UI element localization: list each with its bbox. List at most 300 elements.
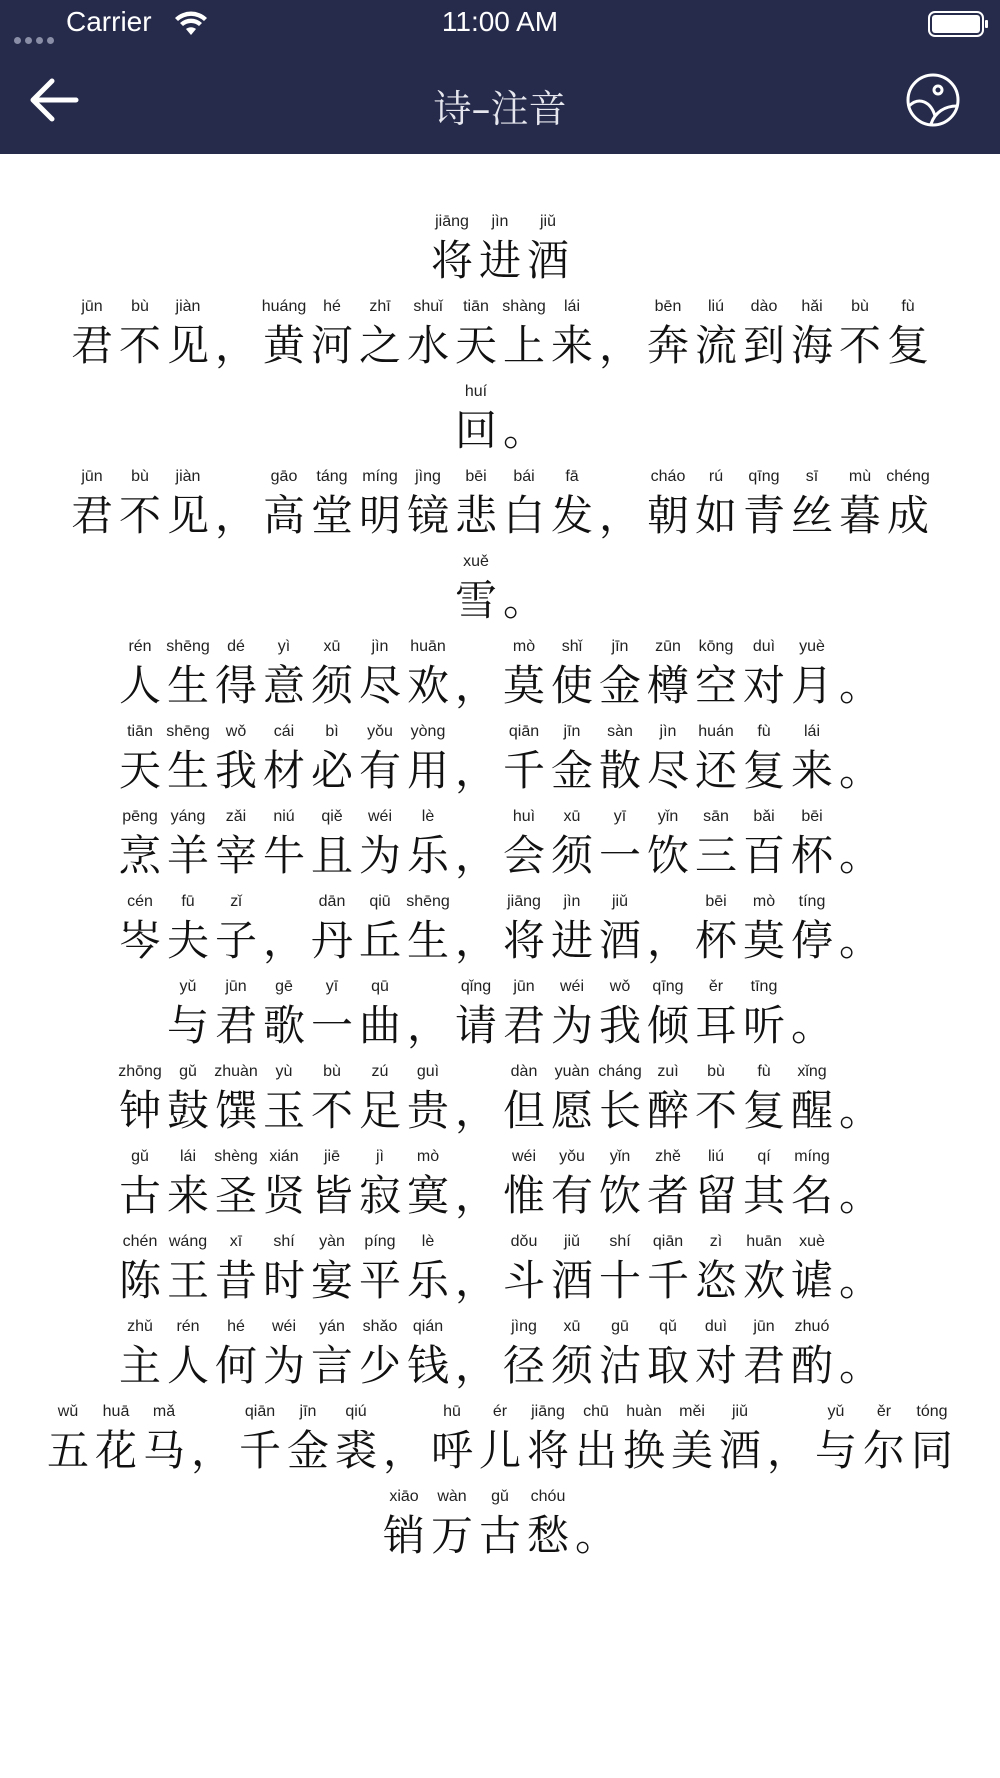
pinyin-text: huàn: [626, 1403, 662, 1420]
poem-line: [0, 629, 1000, 714]
hanzi-text: 宴: [310, 1256, 353, 1305]
annotated-character: [740, 721, 788, 799]
annotated-character: [404, 636, 452, 714]
hanzi-text: ，: [262, 916, 305, 965]
annotated-character: [692, 976, 740, 1054]
pinyin-text: jūn: [81, 468, 103, 485]
pinyin-text: hǎi: [801, 298, 823, 315]
hanzi-text: 钱: [406, 1341, 449, 1390]
annotated-character: [836, 806, 884, 884]
hanzi-text: 来: [790, 746, 833, 795]
annotated-character: [164, 806, 212, 884]
pinyin-text: lái: [563, 298, 580, 315]
annotated-character: [788, 721, 836, 799]
annotated-character: [788, 296, 836, 374]
pinyin-text: gē: [275, 978, 293, 995]
annotated-character: [164, 296, 212, 374]
hanzi-text: 我: [214, 746, 257, 795]
pinyin-text: zú: [371, 1063, 389, 1080]
annotated-character: [740, 1316, 788, 1394]
hanzi-text: 换: [622, 1426, 665, 1475]
pinyin-text: liú: [707, 298, 724, 315]
hanzi-text: 但: [502, 1086, 545, 1135]
theme-toggle-button[interactable]: [903, 70, 963, 130]
annotated-character: [116, 806, 164, 884]
hanzi-text: 恣: [694, 1256, 737, 1305]
annotated-character: [260, 636, 308, 714]
poem-line: [0, 714, 1000, 799]
annotated-character: [836, 636, 884, 714]
pinyin-text: chū: [583, 1403, 609, 1420]
hanzi-text: 足: [358, 1086, 401, 1135]
annotated-character: [644, 1146, 692, 1224]
hanzi-text: 与: [814, 1426, 857, 1475]
annotated-character: [740, 806, 788, 884]
pinyin-text: píng: [364, 1233, 396, 1250]
hanzi-text: 不: [310, 1086, 353, 1135]
pinyin-text: qiě: [321, 808, 343, 825]
pinyin-text: xuè: [799, 1233, 825, 1250]
hanzi-text: 儿: [478, 1426, 521, 1475]
annotated-character: [500, 1146, 548, 1224]
hanzi-text: 不: [118, 491, 161, 540]
annotated-character: [788, 976, 836, 1054]
hanzi-text: 金: [598, 661, 641, 710]
annotated-character: [404, 1316, 452, 1394]
annotated-character: [548, 1316, 596, 1394]
annotated-character: [500, 976, 548, 1054]
pinyin-text: xū: [323, 638, 341, 655]
pinyin-text: dàn: [510, 1063, 538, 1080]
hanzi-text: 贵: [406, 1086, 449, 1135]
poem-line: [0, 884, 1000, 969]
pinyin-text: jūn: [225, 978, 247, 995]
pinyin-text: qǐng: [460, 978, 492, 995]
annotated-character: [284, 1401, 332, 1479]
pinyin-text: shēng: [406, 893, 450, 910]
hanzi-text: 古: [478, 1511, 521, 1560]
hanzi-text: 天: [454, 321, 497, 370]
pinyin-text: tóng: [916, 1403, 948, 1420]
pinyin-text: jūn: [81, 298, 103, 315]
pinyin-text: yī: [325, 978, 339, 995]
poem-line: [0, 1479, 1000, 1564]
annotated-character: [644, 466, 692, 544]
hanzi-text: 流: [694, 321, 737, 370]
annotated-character: [788, 891, 836, 969]
hanzi-text: 愁: [526, 1511, 569, 1560]
hanzi-text: 须: [550, 1341, 593, 1390]
hanzi-text: 寂: [358, 1171, 401, 1220]
hanzi-text: 使: [550, 661, 593, 710]
annotated-character: [692, 636, 740, 714]
hanzi-text: 烹: [118, 831, 161, 880]
annotated-character: [740, 636, 788, 714]
pinyin-text: tíng: [798, 893, 826, 910]
annotated-character: [452, 721, 500, 799]
annotated-character: [644, 296, 692, 374]
hanzi-text: 复: [886, 321, 929, 370]
pinyin-text: wéi: [559, 978, 584, 995]
annotated-character: [692, 806, 740, 884]
poem-content: [0, 154, 1000, 1564]
hanzi-text: 丘: [358, 916, 401, 965]
hanzi-text: 平: [358, 1256, 401, 1305]
pinyin-text: rú: [708, 468, 724, 485]
hanzi-text: 用: [406, 746, 449, 795]
hanzi-text: 耳: [694, 1001, 737, 1050]
hanzi-text: 堂: [310, 491, 353, 540]
annotated-character: [596, 296, 644, 374]
hanzi-text: ，: [382, 1426, 425, 1475]
hanzi-text: 尽: [358, 661, 401, 710]
pinyin-text: qián: [412, 1318, 444, 1335]
hanzi-text: 将: [526, 1426, 569, 1475]
annotated-character: [260, 466, 308, 544]
pinyin-text: chóu: [530, 1488, 566, 1505]
hanzi-text: 有: [358, 746, 401, 795]
hanzi-text: 鼓: [166, 1086, 209, 1135]
annotated-character: [500, 466, 548, 544]
hanzi-text: 我: [598, 1001, 641, 1050]
pinyin-text: yǐn: [657, 808, 679, 825]
pinyin-text: jìng: [415, 468, 441, 485]
pinyin-text: qiān: [508, 723, 540, 740]
hanzi-text: 醉: [646, 1086, 689, 1135]
hanzi-text: 河: [310, 321, 353, 370]
hanzi-text: 。: [574, 1511, 617, 1560]
pinyin-text: qiān: [652, 1233, 684, 1250]
pinyin-text: shuǐ: [413, 298, 443, 315]
hanzi-text: 愿: [550, 1086, 593, 1135]
pinyin-text: hé: [323, 298, 341, 315]
annotated-character: [548, 1146, 596, 1224]
pinyin-text: jiǔ: [611, 893, 628, 910]
annotated-character: [548, 466, 596, 544]
pinyin-text: dào: [750, 298, 778, 315]
annotated-character: [212, 1231, 260, 1309]
pinyin-text: qū: [371, 978, 389, 995]
hanzi-text: 寞: [406, 1171, 449, 1220]
pinyin-text: hé: [227, 1318, 245, 1335]
annotated-character: [620, 1401, 668, 1479]
pinyin-text: xī: [229, 1233, 243, 1250]
hanzi-text: 与: [166, 1001, 209, 1050]
hanzi-text: 明: [358, 491, 401, 540]
annotated-character: [308, 806, 356, 884]
hanzi-text: 停: [790, 916, 833, 965]
annotated-character: [164, 636, 212, 714]
hanzi-text: 得: [214, 661, 257, 710]
hanzi-text: 天: [118, 746, 161, 795]
pinyin-text: zhě: [655, 1148, 681, 1165]
annotated-character: [212, 721, 260, 799]
hanzi-text: 千: [502, 746, 545, 795]
pinyin-text: jiǔ: [539, 213, 556, 230]
annotated-character: [188, 1401, 236, 1479]
hanzi-text: 会: [502, 831, 545, 880]
pinyin-text: niú: [273, 808, 295, 825]
annotated-character: [212, 466, 260, 544]
hanzi-text: 将: [502, 916, 545, 965]
poem-line: [0, 1054, 1000, 1139]
hanzi-text: 人: [166, 1341, 209, 1390]
annotated-character: [116, 636, 164, 714]
app-header: [0, 0, 1000, 154]
annotated-character: [452, 891, 500, 969]
hanzi-text: 为: [262, 1341, 305, 1390]
pinyin-text: lái: [803, 723, 820, 740]
hanzi-text: 万: [430, 1511, 473, 1560]
hanzi-text: 樽: [646, 661, 689, 710]
pinyin-text: shǎo: [362, 1318, 398, 1335]
pinyin-text: xuě: [463, 553, 489, 570]
hanzi-text: 对: [742, 661, 785, 710]
hanzi-text: 乐: [406, 1256, 449, 1305]
pinyin-text: jìn: [659, 723, 677, 740]
hanzi-text: ，: [454, 916, 497, 965]
annotated-character: [836, 1146, 884, 1224]
annotated-character: [500, 806, 548, 884]
hanzi-text: 须: [310, 661, 353, 710]
hanzi-text: 宰: [214, 831, 257, 880]
annotated-character: [428, 1486, 476, 1564]
annotated-character: [404, 806, 452, 884]
annotated-character: [356, 1316, 404, 1394]
hanzi-text: 见: [166, 321, 209, 370]
annotated-character: [116, 1146, 164, 1224]
annotated-character: [236, 1401, 284, 1479]
hanzi-text: 裘: [334, 1426, 377, 1475]
hanzi-text: 美: [670, 1426, 713, 1475]
annotated-character: [116, 1316, 164, 1394]
pinyin-text: duì: [752, 638, 776, 655]
annotated-character: [452, 466, 500, 544]
pinyin-text: rén: [176, 1318, 200, 1335]
hanzi-text: 悲: [454, 491, 497, 540]
hanzi-text: 来: [166, 1171, 209, 1220]
hanzi-text: 者: [646, 1171, 689, 1220]
pinyin-text: wǒ: [609, 978, 631, 995]
poem-line: [0, 544, 1000, 629]
annotated-character: [812, 1401, 860, 1479]
annotated-character: [692, 1231, 740, 1309]
annotated-character: [596, 721, 644, 799]
annotated-character: [836, 1231, 884, 1309]
hanzi-text: 酒: [550, 1256, 593, 1305]
annotated-character: [596, 1231, 644, 1309]
pinyin-text: yǒu: [559, 1148, 585, 1165]
annotated-character: [164, 976, 212, 1054]
annotated-character: [164, 721, 212, 799]
pinyin-text: xǐng: [797, 1063, 827, 1080]
annotated-character: [452, 551, 500, 629]
hanzi-text: 。: [838, 1086, 881, 1135]
hanzi-text: 且: [310, 831, 353, 880]
hanzi-text: 夫: [166, 916, 209, 965]
pinyin-text: měi: [679, 1403, 705, 1420]
annotated-character: [452, 1061, 500, 1139]
pinyin-text: ér: [492, 1403, 508, 1420]
annotated-character: [740, 466, 788, 544]
poem-line: [0, 374, 1000, 459]
pinyin-text: bù: [323, 1063, 341, 1080]
pinyin-text: kōng: [698, 638, 734, 655]
hanzi-text: 主: [118, 1341, 161, 1390]
pinyin-text: dǒu: [510, 1233, 538, 1250]
hanzi-text: 听: [742, 1001, 785, 1050]
annotated-character: [404, 466, 452, 544]
pinyin-text: qīng: [748, 468, 780, 485]
annotated-character: [404, 296, 452, 374]
pinyin-text: qiān: [244, 1403, 276, 1420]
annotated-character: [164, 1316, 212, 1394]
hanzi-text: ，: [454, 1086, 497, 1135]
hanzi-text: 君: [742, 1341, 785, 1390]
annotated-character: [308, 636, 356, 714]
annotated-character: [644, 636, 692, 714]
annotated-character: [764, 1401, 812, 1479]
annotated-character: [548, 721, 596, 799]
pinyin-text: mǎ: [152, 1403, 176, 1420]
annotated-character: [308, 296, 356, 374]
pinyin-text: jiāng: [531, 1403, 565, 1420]
hanzi-text: 请: [454, 1001, 497, 1050]
carrier-label: Carrier: [66, 6, 152, 37]
hanzi-text: 尽: [646, 746, 689, 795]
pinyin-text: yì: [277, 638, 291, 655]
poem-line: [0, 459, 1000, 544]
annotated-character: [788, 1146, 836, 1224]
pinyin-text: qí: [757, 1148, 771, 1165]
pinyin-text: jiàn: [175, 468, 201, 485]
hanzi-text: 十: [598, 1256, 641, 1305]
annotated-character: [668, 1401, 716, 1479]
hanzi-text: 呼: [430, 1426, 473, 1475]
hanzi-text: 曲: [358, 1001, 401, 1050]
annotated-character: [500, 891, 548, 969]
pinyin-text: yī: [613, 808, 627, 825]
hanzi-text: 复: [742, 1086, 785, 1135]
hanzi-text: 贤: [262, 1171, 305, 1220]
pinyin-text: gǔ: [131, 1148, 149, 1165]
pinyin-text: yǒu: [367, 723, 393, 740]
hanzi-text: 月: [790, 661, 833, 710]
hanzi-text: ，: [598, 491, 641, 540]
pinyin-text: jìn: [371, 638, 389, 655]
hanzi-text: 酌: [790, 1341, 833, 1390]
hanzi-text: ，: [454, 1171, 497, 1220]
pinyin-text: wǔ: [57, 1403, 79, 1420]
status-bar: [0, 0, 1000, 48]
pinyin-text: chén: [122, 1233, 158, 1250]
annotated-character: [308, 721, 356, 799]
hanzi-text: 欢: [406, 661, 449, 710]
annotated-character: [164, 891, 212, 969]
pinyin-text: zǐ: [230, 893, 242, 910]
annotated-character: [860, 1401, 908, 1479]
hanzi-text: 其: [742, 1171, 785, 1220]
annotated-character: [596, 1316, 644, 1394]
annotated-character: [524, 211, 572, 289]
hanzi-text: 空: [694, 661, 737, 710]
pinyin-text: qīng: [652, 978, 684, 995]
pinyin-text: jiǔ: [731, 1403, 748, 1420]
annotated-character: [260, 1061, 308, 1139]
annotated-character: [260, 296, 308, 374]
annotated-character: [356, 806, 404, 884]
hanzi-text: 时: [262, 1256, 305, 1305]
annotated-character: [644, 721, 692, 799]
annotated-character: [308, 466, 356, 544]
pinyin-text: gǔ: [491, 1488, 509, 1505]
hanzi-text: 杯: [790, 831, 833, 880]
annotated-character: [644, 1316, 692, 1394]
pinyin-text: jiǔ: [563, 1233, 580, 1250]
annotated-character: [788, 466, 836, 544]
annotated-character: [68, 466, 116, 544]
pinyin-text: shǐ: [561, 638, 583, 655]
hanzi-text: 。: [838, 661, 881, 710]
hanzi-text: 高: [262, 491, 305, 540]
pinyin-text: hū: [443, 1403, 461, 1420]
annotated-character: [404, 1146, 452, 1224]
hanzi-text: 陈: [118, 1256, 161, 1305]
pinyin-text: yáng: [170, 808, 206, 825]
annotated-character: [356, 1146, 404, 1224]
hanzi-text: 少: [358, 1341, 401, 1390]
hanzi-text: 出: [574, 1426, 617, 1475]
annotated-character: [356, 721, 404, 799]
pinyin-text: zhuó: [794, 1318, 830, 1335]
pinyin-text: fù: [757, 1063, 771, 1080]
annotated-character: [596, 976, 644, 1054]
annotated-character: [596, 1146, 644, 1224]
hanzi-text: 金: [550, 746, 593, 795]
hanzi-text: 海: [790, 321, 833, 370]
hanzi-text: 镜: [406, 491, 449, 540]
poem-line: [0, 1224, 1000, 1309]
annotated-character: [500, 551, 548, 629]
annotated-character: [548, 806, 596, 884]
annotated-character: [404, 1231, 452, 1309]
annotated-character: [308, 1061, 356, 1139]
annotated-character: [500, 1061, 548, 1139]
pinyin-text: tiān: [127, 723, 153, 740]
annotated-character: [164, 1146, 212, 1224]
pinyin-text: bēi: [801, 808, 823, 825]
annotated-character: [740, 296, 788, 374]
hanzi-text: 。: [790, 1001, 833, 1050]
pinyin-text: qǔ: [659, 1318, 677, 1335]
pinyin-text: huán: [698, 723, 734, 740]
hanzi-text: 。: [838, 916, 881, 965]
annotated-character: [644, 1231, 692, 1309]
annotated-character: [500, 1231, 548, 1309]
annotated-character: [596, 636, 644, 714]
pinyin-text: bēi: [705, 893, 727, 910]
hanzi-text: 朝: [646, 491, 689, 540]
pinyin-text: yòng: [410, 723, 446, 740]
pinyin-text: mù: [848, 468, 872, 485]
hanzi-text: ，: [766, 1426, 809, 1475]
pinyin-text: qiū: [369, 893, 391, 910]
hanzi-text: 醒: [790, 1086, 833, 1135]
hanzi-text: 三: [694, 831, 737, 880]
hanzi-text: 回: [454, 406, 497, 455]
hanzi-text: 皆: [310, 1171, 353, 1220]
pinyin-text: ěr: [876, 1403, 892, 1420]
